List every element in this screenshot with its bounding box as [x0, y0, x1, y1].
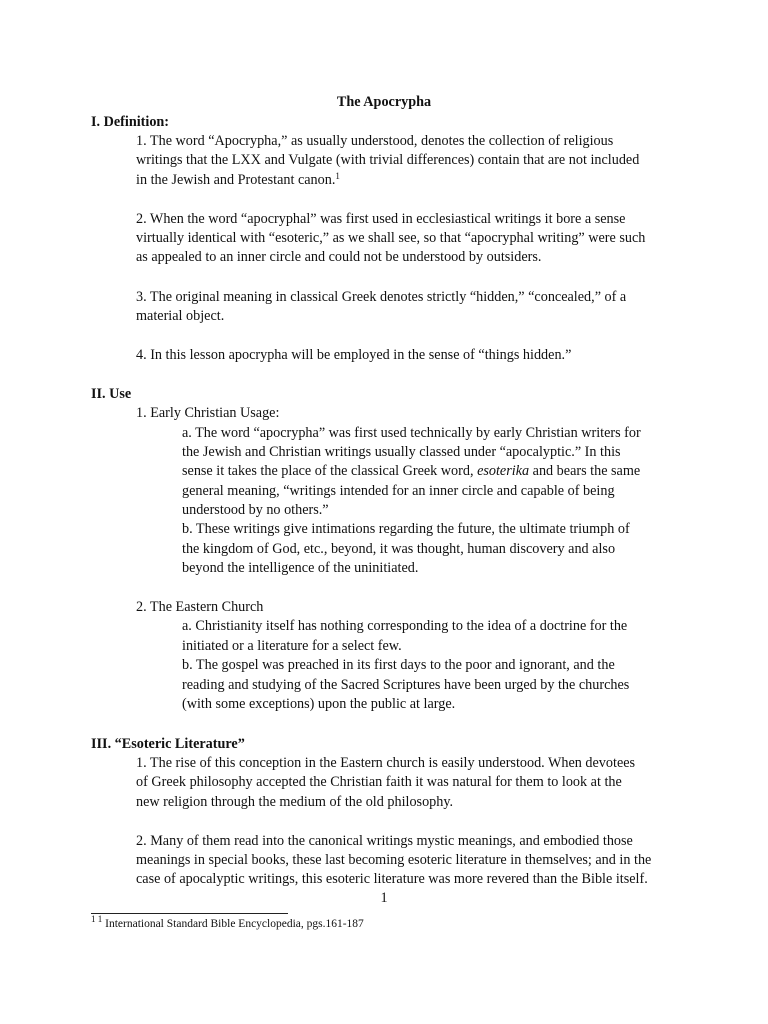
paragraph-line: material object.: [136, 308, 225, 324]
subitem-line: the kingdom of God, etc., beyond, it was thought, human discovery and also: [182, 541, 616, 557]
footnote-marker: 1 1: [91, 914, 103, 924]
subitem-line: b. These writings give intimations regarding the future, the ultimate triumph of: [182, 521, 630, 537]
subitem-line: a. The word “apocrypha” was first used technically by early Christian writers for: [182, 425, 641, 441]
paragraph-line: of Greek philosophy accepted the Christian faith it was natural for them to look at the: [136, 774, 622, 790]
page-title: The Apocrypha: [336, 94, 432, 110]
footnote-reference: 1: [335, 171, 340, 181]
paragraph-line: 2. Many of them read into the canonical writings mystic meanings, and embodied those: [136, 833, 633, 849]
paragraph-line: 4. In this lesson apocrypha will be employed in the sense of “things hidden.”: [136, 347, 572, 363]
subitem-text: sense it takes the place of the classical Greek word,: [182, 463, 478, 479]
subitem-line: (with some exceptions) upon the public at large.: [182, 696, 456, 712]
subitem-line: the Jewish and Christian writings usually classed under “apocalyptic.” In this: [182, 444, 621, 460]
paragraph-line: meanings in special books, these last becoming esoteric literature in themselves; and in the: [136, 852, 652, 868]
paragraph-line: new religion through the medium of the old philosophy.: [136, 794, 454, 810]
subitem-line: understood by no others.”: [182, 502, 329, 518]
subitem-line: general meaning, “writings intended for an inner circle and capable of being: [182, 483, 615, 499]
paragraph-line: 3. The original meaning in classical Greek denotes strictly “hidden,” “concealed,” of a: [136, 289, 627, 305]
list-item-heading: 1. Early Christian Usage:: [136, 405, 280, 421]
paragraph-line: as appealed to an inner circle and could not be understood by outsiders.: [136, 249, 542, 265]
subitem-line: a. Christianity itself has nothing corresponding to the idea of a doctrine for the: [182, 618, 628, 634]
subitem-line: b. The gospel was preached in its first days to the poor and ignorant, and the: [182, 657, 615, 673]
paragraph-line: [136, 171, 340, 190]
footnote: [91, 914, 364, 932]
italic-term: esoterika: [477, 463, 530, 479]
paragraph-line: 1. The word “Apocrypha,” as usually understood, denotes the collection of religious: [136, 133, 614, 149]
subitem-line: initiated or a literature for a select few.: [182, 638, 402, 654]
paragraph-text: in the Jewish and Protestant canon.: [136, 172, 336, 188]
subitem-line: beyond the intelligence of the uninitiated.: [182, 560, 419, 576]
paragraph-line: case of apocalyptic writings, this esoteric literature was more revered than the Bible itself.: [136, 871, 648, 887]
paragraph-line: 2. When the word “apocryphal” was first used in ecclesiastical writings it bore a sense: [136, 211, 626, 227]
subitem-line: [182, 462, 640, 481]
section-heading-definition: I. Definition:: [91, 114, 170, 130]
subitem-line: reading and studying of the Sacred Scriptures have been urged by the churches: [182, 677, 630, 693]
footnote-text: International Standard Bible Encyclopedia, pgs.161-187: [105, 918, 364, 930]
paragraph-line: writings that the LXX and Vulgate (with trivial differences) contain that are not included: [136, 152, 640, 168]
paragraph-line: 1. The rise of this conception in the Eastern church is easily understood. When devotees: [136, 755, 636, 771]
footnote-divider: [91, 913, 288, 914]
subitem-text: and bears the same: [529, 463, 641, 479]
paragraph-line: virtually identical with “esoteric,” as we shall see, so that “apocryphal writing” were such: [136, 230, 646, 246]
list-item-heading: 2. The Eastern Church: [136, 599, 264, 615]
section-heading-use: II. Use: [91, 386, 132, 402]
page-number: 1: [380, 890, 388, 906]
section-heading-esoteric-literature: III. “Esoteric Literature”: [91, 736, 245, 752]
